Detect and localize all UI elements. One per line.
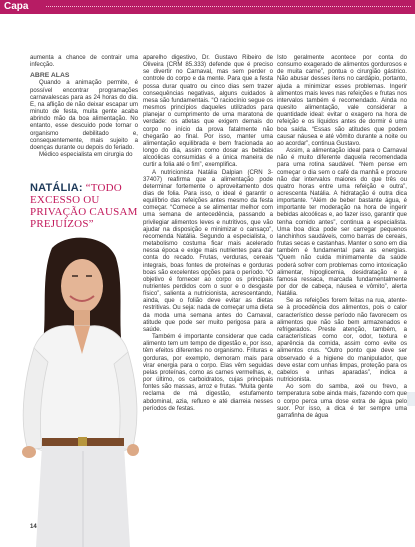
section-header-bar — [0, 0, 415, 14]
column3-paragraph: Isto geralmente acontece por conta do consumo exagerado de alimentos gordurosos e de muita carne”, pontua o cirurgião gástrico. Não abusar desses itens no cardápio, portanto, ajuda a minimizar esses problemas. Ingerir alimentos mais leves nas refeições e frutas nos intervalos também é recomendado. Ainda no quesito alimentação, vale considerar a quantidade ideal: evitar o exagero na hora de refeição e os líquidos antes de dormir é uma boa saída. “Essas são atitudes que podem causar náusea e até vômito durante a noite ou ao acordar”, continua Gustavo. — [277, 54, 407, 147]
page-edge-tab — [407, 392, 415, 406]
nutritionist-photo — [12, 236, 142, 547]
subheading-abre-alas: ABRE ALAS — [30, 72, 70, 80]
article-column-2 — [143, 54, 273, 412]
column1-paragraph: Médico especialista em cirurgia do — [39, 151, 133, 159]
article-column-1 — [30, 54, 138, 158]
header-dotted-rule — [46, 6, 411, 7]
column2-paragraph: A nutricionista Natália Dalpian (CRN 3-37407) reafirma que a alimentação pode determinar fortemente o aproveitamento dos dias de folia. Para isso, o ideal é garantir o equilíbrio das refeições antes mesmo da festa começar. “Comece a se alimentar melhor com uma semana de antecedência, passando a privilegiar alimentos leves e nutritivos, que vão ajudar na disposição e minimizar o cansaço”, recomenda Natália. Segundo a especialista, o metabolismo costuma ficar mais acelerado nessa época e exige mais nutrientes para dar conta do recado. Frutas, verduras, cereais integrais, boas fontes de proteínas e gorduras boas são excelentes opções para o período. “O objetivo é fornecer ao corpo os principais nutrientes perdidos com o suor e o desgaste físico”, salienta a nutricionista, acrescentando, ainda, que o folião deve evitar as dietas restritivas. Ou seja: nada de começar uma dieta da moda uma semana antes do Carnaval, atitude que pode ser muito perigosa para a saúde. — [143, 168, 273, 333]
pull-quote — [30, 182, 142, 230]
column2-paragraph: aparelho digestivo, Dr. Gustavo Ribeiro de Oliveira (CRM 85.333) defende que é preciso se divertir no Carnaval, mas sem perder o controle do corpo e da mente. Para que a festa possa durar quatro ou cinco dias sem trazer consequências negativas, alguns cuidados à mesa são fundamentais. “O raciocínio segue os mesmos princípios daqueles utilizados para planejar o cumprimento de uma maratona de verdade: os atletas que exigem demais do corpo no início da prova fatalmente não chegarão ao final. Por isso, manter uma alimentação equilibrada e bem fracionada ao longo do dia, assim como dosar as bebidas alcoólicas consumidas é a única maneira de curtir a folia até o fim”, exemplifica. — [143, 54, 273, 169]
pull-quote-text: “TODO EXCESSO OU PRIVAÇÃO CAUSAM PREJUÍZOS” — [30, 182, 138, 230]
column3-paragraph: Ao som do samba, axé ou frevo, a temperatura sobe ainda mais, fazendo com que o corpo perca uma dose extra de água pelo suor. Por isso, a dica é ter sempre uma garrafinha de água — [277, 383, 407, 419]
column3-paragraph: Se as refeições forem feitas na rua, atente-se à procedência dos alimentos, pois o calor característico desse período não favorecem os alimentos que não são bem armazenados e refrigerados. Preste atenção, também, a características como cor, odor, textura e aparência da comida, assim como evite os alimentos crus. “Outro ponto que deve ser observado é a higiene do manipulador, que deve estar com unhas limpas, proteção para os cabelos e unhas aparadas”, indica a nutricionista. — [277, 297, 407, 384]
section-title: Capa — [4, 1, 29, 12]
column3-paragraph: Assim, a alimentação ideal para o Carnaval não é muito diferente daquela recomendada para uma rotina saudável. “Nem pense em começar o dia sem o café da manhã e procure não dar intervalos maiores do que três ou quatro horas entre uma refeição e outra”, acrescenta Natália. A hidratação é outra dica importante. “Além de beber bastante água, é importante ter moderação na hora de ingerir bebidas alcoólicas e, ao fazer isso, garantir que tenha comido antes”, continua a especialista. Uma boa dica pode ser carregar pequenos lanchinhos saudáveis, como barras de cereais, frutas secas e castanhas. Manter o sono em dia também é fundamental para as energias. “Quem não cuida minimamente da saúde poderá sofrer com problemas como intoxicação alimentar, hipoglicemia, desidratação e a famosa ressaca, marcada fundamentalmente por dor de cabeça, náusea e vômito”, alerta Natália. — [277, 147, 407, 298]
column1-intro: aumenta a chance de contrair uma infecção. — [30, 54, 138, 69]
column1-paragraph: Quando a animação permite, é possível encontrar programações carnavalescas para as 24 horas do dia. E, na aflição de não deixar escapar um minuto de festa, muita gente acaba abrindo mão da boa alimentação. No entanto, esse descuido pode tornar o organismo debilitado e, consequentemente, mais sujeito a doenças durante ou depois do feriado. — [30, 79, 138, 151]
pull-quote-name: NATÁLIA: — [30, 182, 83, 194]
page-number: 14 — [30, 524, 37, 530]
column2-paragraph: Também é importante considerar que cada alimento tem um tempo de digestão e, por isso, têm efeitos diferentes no organismo. Frituras e gorduras, por exemplo, demoram mais para virar energia para o corpo. Elas vêm seguidas pelas proteínas, como as carnes vermelhas, e, por último, os carboidratos, cujas principais fontes são massas, arroz e frutas. “Muita gente reclama de má digestão, estufamento abdominal, azia, refluxo e até diarreia nesses períodos de festas. — [143, 333, 273, 412]
article-column-3 — [277, 54, 407, 419]
